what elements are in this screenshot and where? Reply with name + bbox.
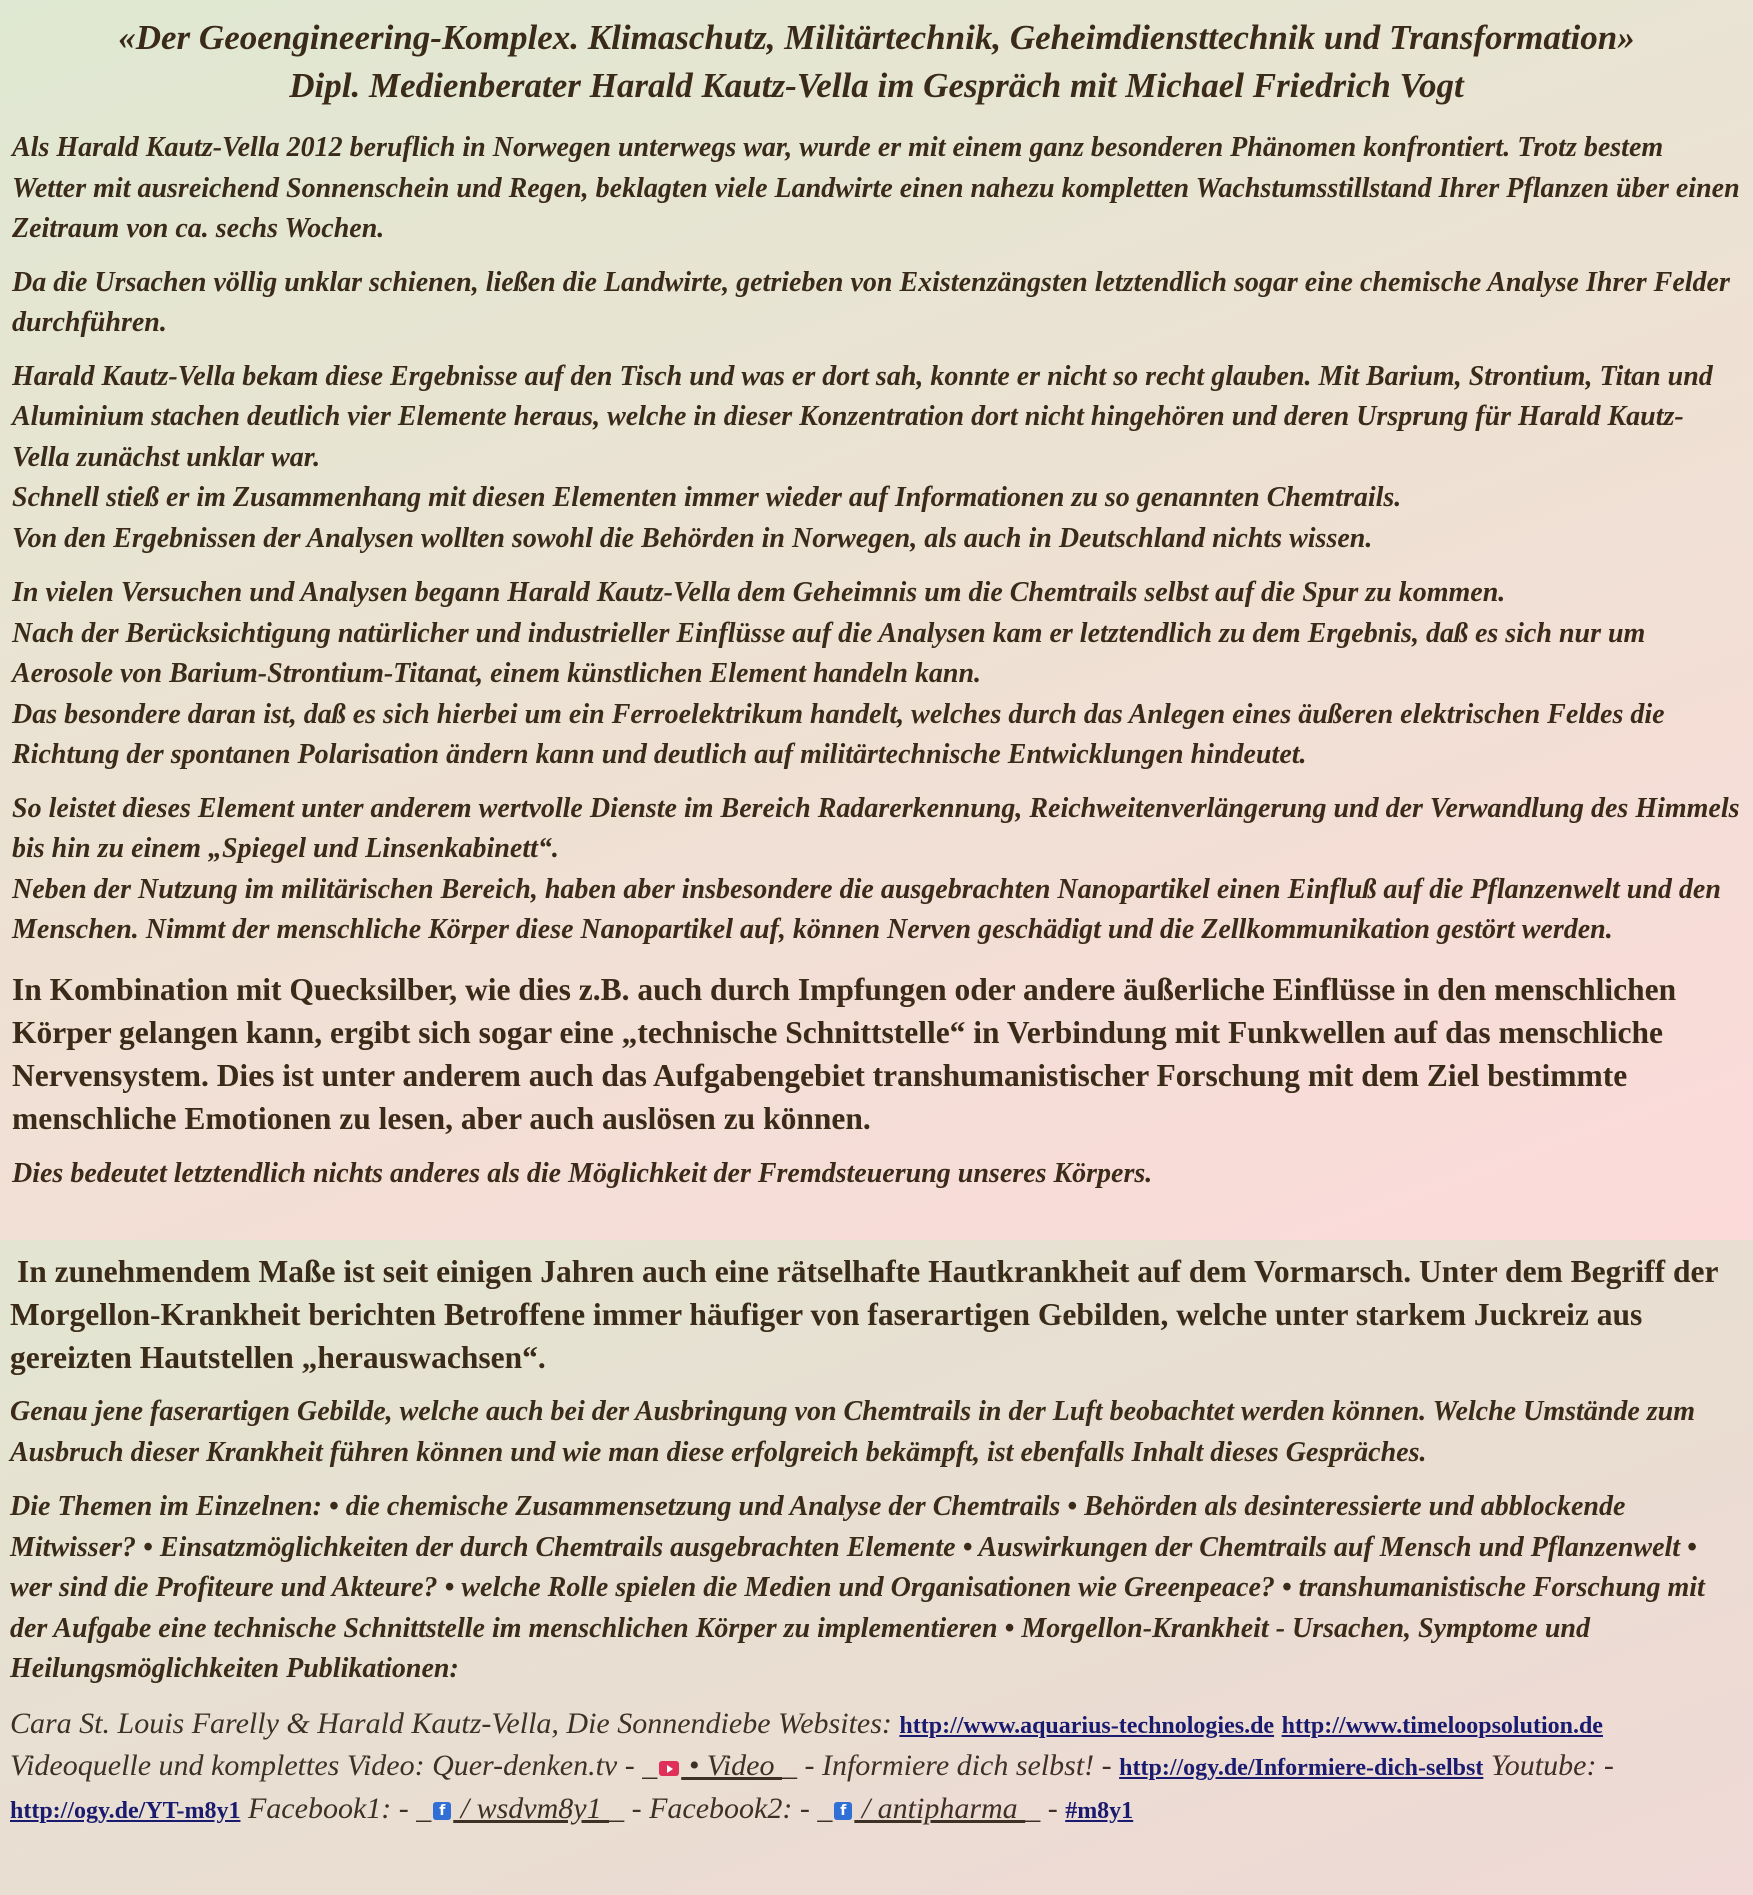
intro-paragraph: Als Harald Kautz-Vella 2012 beruflich in Norwegen unterwegs war, wurde er mit einem ganz besonderen Phänomen konfrontiert. Trotz bestem Wetter mit ausreichend Sonnenschein und Regen, beklagten viele Landwirte einen nahezu kompletten Wachstumsstillstand Ihrer Pflanzen über einen Zeitraum von ca. sechs Wochen. bbox=[12, 132, 1740, 244]
credits-text-5: Facebook1: - _ bbox=[240, 1791, 432, 1825]
title-line-2: Dipl. Medienberater Harald Kautz-Vella im Gespräch mit Michael Friedrich Vogt bbox=[289, 66, 1464, 105]
facebook2-link[interactable] bbox=[832, 1792, 1025, 1825]
paragraph-conclusion: Dies bedeutet letztendlich nichts anderes als die Möglichkeit der Fremdsteuerung unseres Körpers. bbox=[12, 1157, 1153, 1189]
credits-text-2: Videoquelle und komplettes Video: Quer-denken.tv - _ bbox=[10, 1749, 658, 1782]
video-link-label: • Video bbox=[681, 1749, 782, 1782]
paragraph-topics: Die Themen im Einzelnen: • die chemische Zusammensetzung und Analyse der Chemtrails • Behörden als desinteressierte und abblockende Mitwisser? • Einsatzmöglichkeiten der durch Chemtrails ausgebrachten Elemente • Auswirkungen der Chemtrails auf Mensch und Pflanzenwelt • wer sind die Profiteure und Akteure? • welche Rolle spielen die Medien und Organisationen wie Greenpeace? • transhumanistische Forschung mit der Aufgabe eine technische Schnittstelle im menschlichen Körper zu implementieren • Morgellon-Krankheit - Ursachen, Symptome und Heilungsmöglichkeiten Publikationen: bbox=[10, 1491, 1705, 1684]
paragraph-ferroelectric: Das besondere daran ist, daß es sich hierbei um ein Ferroelektrikum handelt, welches durch das Anlegen eines äußeren elektrischen Feldes die Richtung der spontanen Polarisation ändern kann und deutlich auf militärtechnische Entwicklungen hindeutet. bbox=[12, 698, 1665, 770]
title-line-1: «Der Geoengineering-Komplex. Klimaschutz, Militärtechnik, Geheimdiensttechnik und Transformation» bbox=[118, 18, 1635, 57]
paragraph-results: Harald Kautz-Vella bekam diese Ergebnisse auf den Tisch und was er dort sah, konnte er nicht so recht glauben. Mit Barium, Strontium, Titan und Aluminium stachen deutlich vier Elemente heraus, welche in dieser Konzentration dort nicht hingehören und deren Ursprung für Harald Kautz-Vella zunächst unklar war. bbox=[12, 360, 1713, 473]
paragraph-aerosols: Nach der Berücksichtigung natürlicher und industrieller Einflüsse auf die Analysen kam er letztendlich zu dem Ergebnis, daß es sich nur um Aerosole von Barium-Strontium-Titanat, einem künstlichen Element handeln kann. bbox=[12, 617, 1646, 689]
paragraph-authorities: Von den Ergebnissen der Analysen wollten sowohl die Behörden in Norwegen, als auch in Deutschland nichts wissen. bbox=[12, 522, 1373, 554]
paragraph-fibers: Genau jene faserartigen Gebilde, welche auch bei der Ausbringung von Chemtrails in der Luft beobachtet werden können. Welche Umstände zum Ausbruch dieser Krankheit führen können und wie man diese erfolgreich bekämpft, ist ebenfalls Inhalt dieses Gespräches. bbox=[10, 1396, 1696, 1468]
paragraph-morgellon: In zunehmendem Maße ist seit einigen Jahren auch eine rätselhafte Hautkrankheit auf dem Vormarsch. Unter dem Begriff der Morgellon-Krankheit berichten Betroffene immer häufiger von faserartigen Gebilden, welche unter starkem Juckreiz aus gereizten Hautstellen „herauswachsen“. bbox=[10, 1254, 1718, 1375]
facebook-icon: f bbox=[433, 1802, 451, 1820]
paragraph-analysis: Da die Ursachen völlig unklar schienen, ließen die Landwirte, getrieben von Existenzängsten letztendlich sogar eine chemische Analyse Ihrer Felder durchführen. bbox=[12, 266, 1730, 338]
timeloop-link[interactable]: http://www.timeloopsolution.de bbox=[1281, 1712, 1603, 1739]
paragraph-group-results bbox=[12, 357, 1741, 560]
bottom-section bbox=[0, 1240, 1753, 1895]
youtube-icon bbox=[659, 1761, 679, 1776]
credits-text-6: _ - Facebook2: - _ bbox=[609, 1791, 833, 1825]
page-title bbox=[12, 0, 1741, 110]
credits-text-1: Cara St. Louis Farelly & Harald Kautz-Vella, Die Sonnendiebe Websites: bbox=[10, 1706, 900, 1740]
facebook1-link[interactable] bbox=[431, 1792, 609, 1825]
credits-paragraph bbox=[10, 1704, 1743, 1832]
credits-text-4: Youtube: - bbox=[1483, 1749, 1614, 1782]
aquarius-link[interactable]: http://www.aquarius-technologies.de bbox=[899, 1712, 1275, 1739]
paragraph-nanoparticles: Neben der Nutzung im militärischen Bereich, haben aber insbesondere die ausgebrachten Nanopartikel einen Einfluß auf die Pflanzenwelt und den Menschen. Nimmt der menschliche Körper diese Nanopartikel auf, können Nerven geschädigt und die Zellkommunikation gestört werden. bbox=[12, 873, 1721, 945]
paragraph-group-research bbox=[12, 573, 1741, 776]
facebook-icon: f bbox=[834, 1802, 852, 1820]
facebook2-label: / antipharma bbox=[854, 1791, 1026, 1825]
video-link[interactable] bbox=[657, 1749, 782, 1782]
paragraph-services: So leistet dieses Element unter anderem wertvolle Dienste im Bereich Radarerkennung, Reichweitenverlängerung und der Verwandlung des Himmels bis hin zu einem „Spiegel und Linsenkabinett“. bbox=[12, 792, 1740, 864]
paragraph-research: In vielen Versuchen und Analysen begann Harald Kautz-Vella dem Geheimnis um die Chemtrails selbst auf die Spur zu kommen. bbox=[12, 577, 1506, 608]
paragraph-interface: In Kombination mit Quecksilber, wie dies z.B. auch durch Impfungen oder andere äußerliche Einflüsse in den menschlichen Körper gelangen kann, ergibt sich sogar eine „technische Schnittstelle“ in Verbindung mit Funkwellen auf das menschliche Nervensystem. Dies ist unter anderem auch das Aufgabengebiet transhumanistischer Forschung mit dem Ziel bestimmte menschliche Emotionen zu lesen, aber auch auslösen zu können. bbox=[12, 971, 1677, 1136]
hashtag-link[interactable]: #m8y1 bbox=[1065, 1797, 1134, 1824]
paragraph-group-services bbox=[12, 789, 1741, 951]
youtube-short-link[interactable]: http://ogy.de/YT-m8y1 bbox=[10, 1797, 241, 1824]
credits-text-3: _ - Informiere dich selbst! - bbox=[781, 1749, 1120, 1782]
credits-text-7: _ - bbox=[1025, 1791, 1066, 1825]
informiere-link[interactable]: http://ogy.de/Informiere-dich-selbst bbox=[1119, 1755, 1484, 1781]
paragraph-chemtrails: Schnell stieß er im Zusammenhang mit diesen Elementen immer wieder auf Informationen zu so genannten Chemtrails. bbox=[12, 482, 1402, 513]
facebook1-label: / wsdvm8y1 bbox=[453, 1791, 610, 1825]
